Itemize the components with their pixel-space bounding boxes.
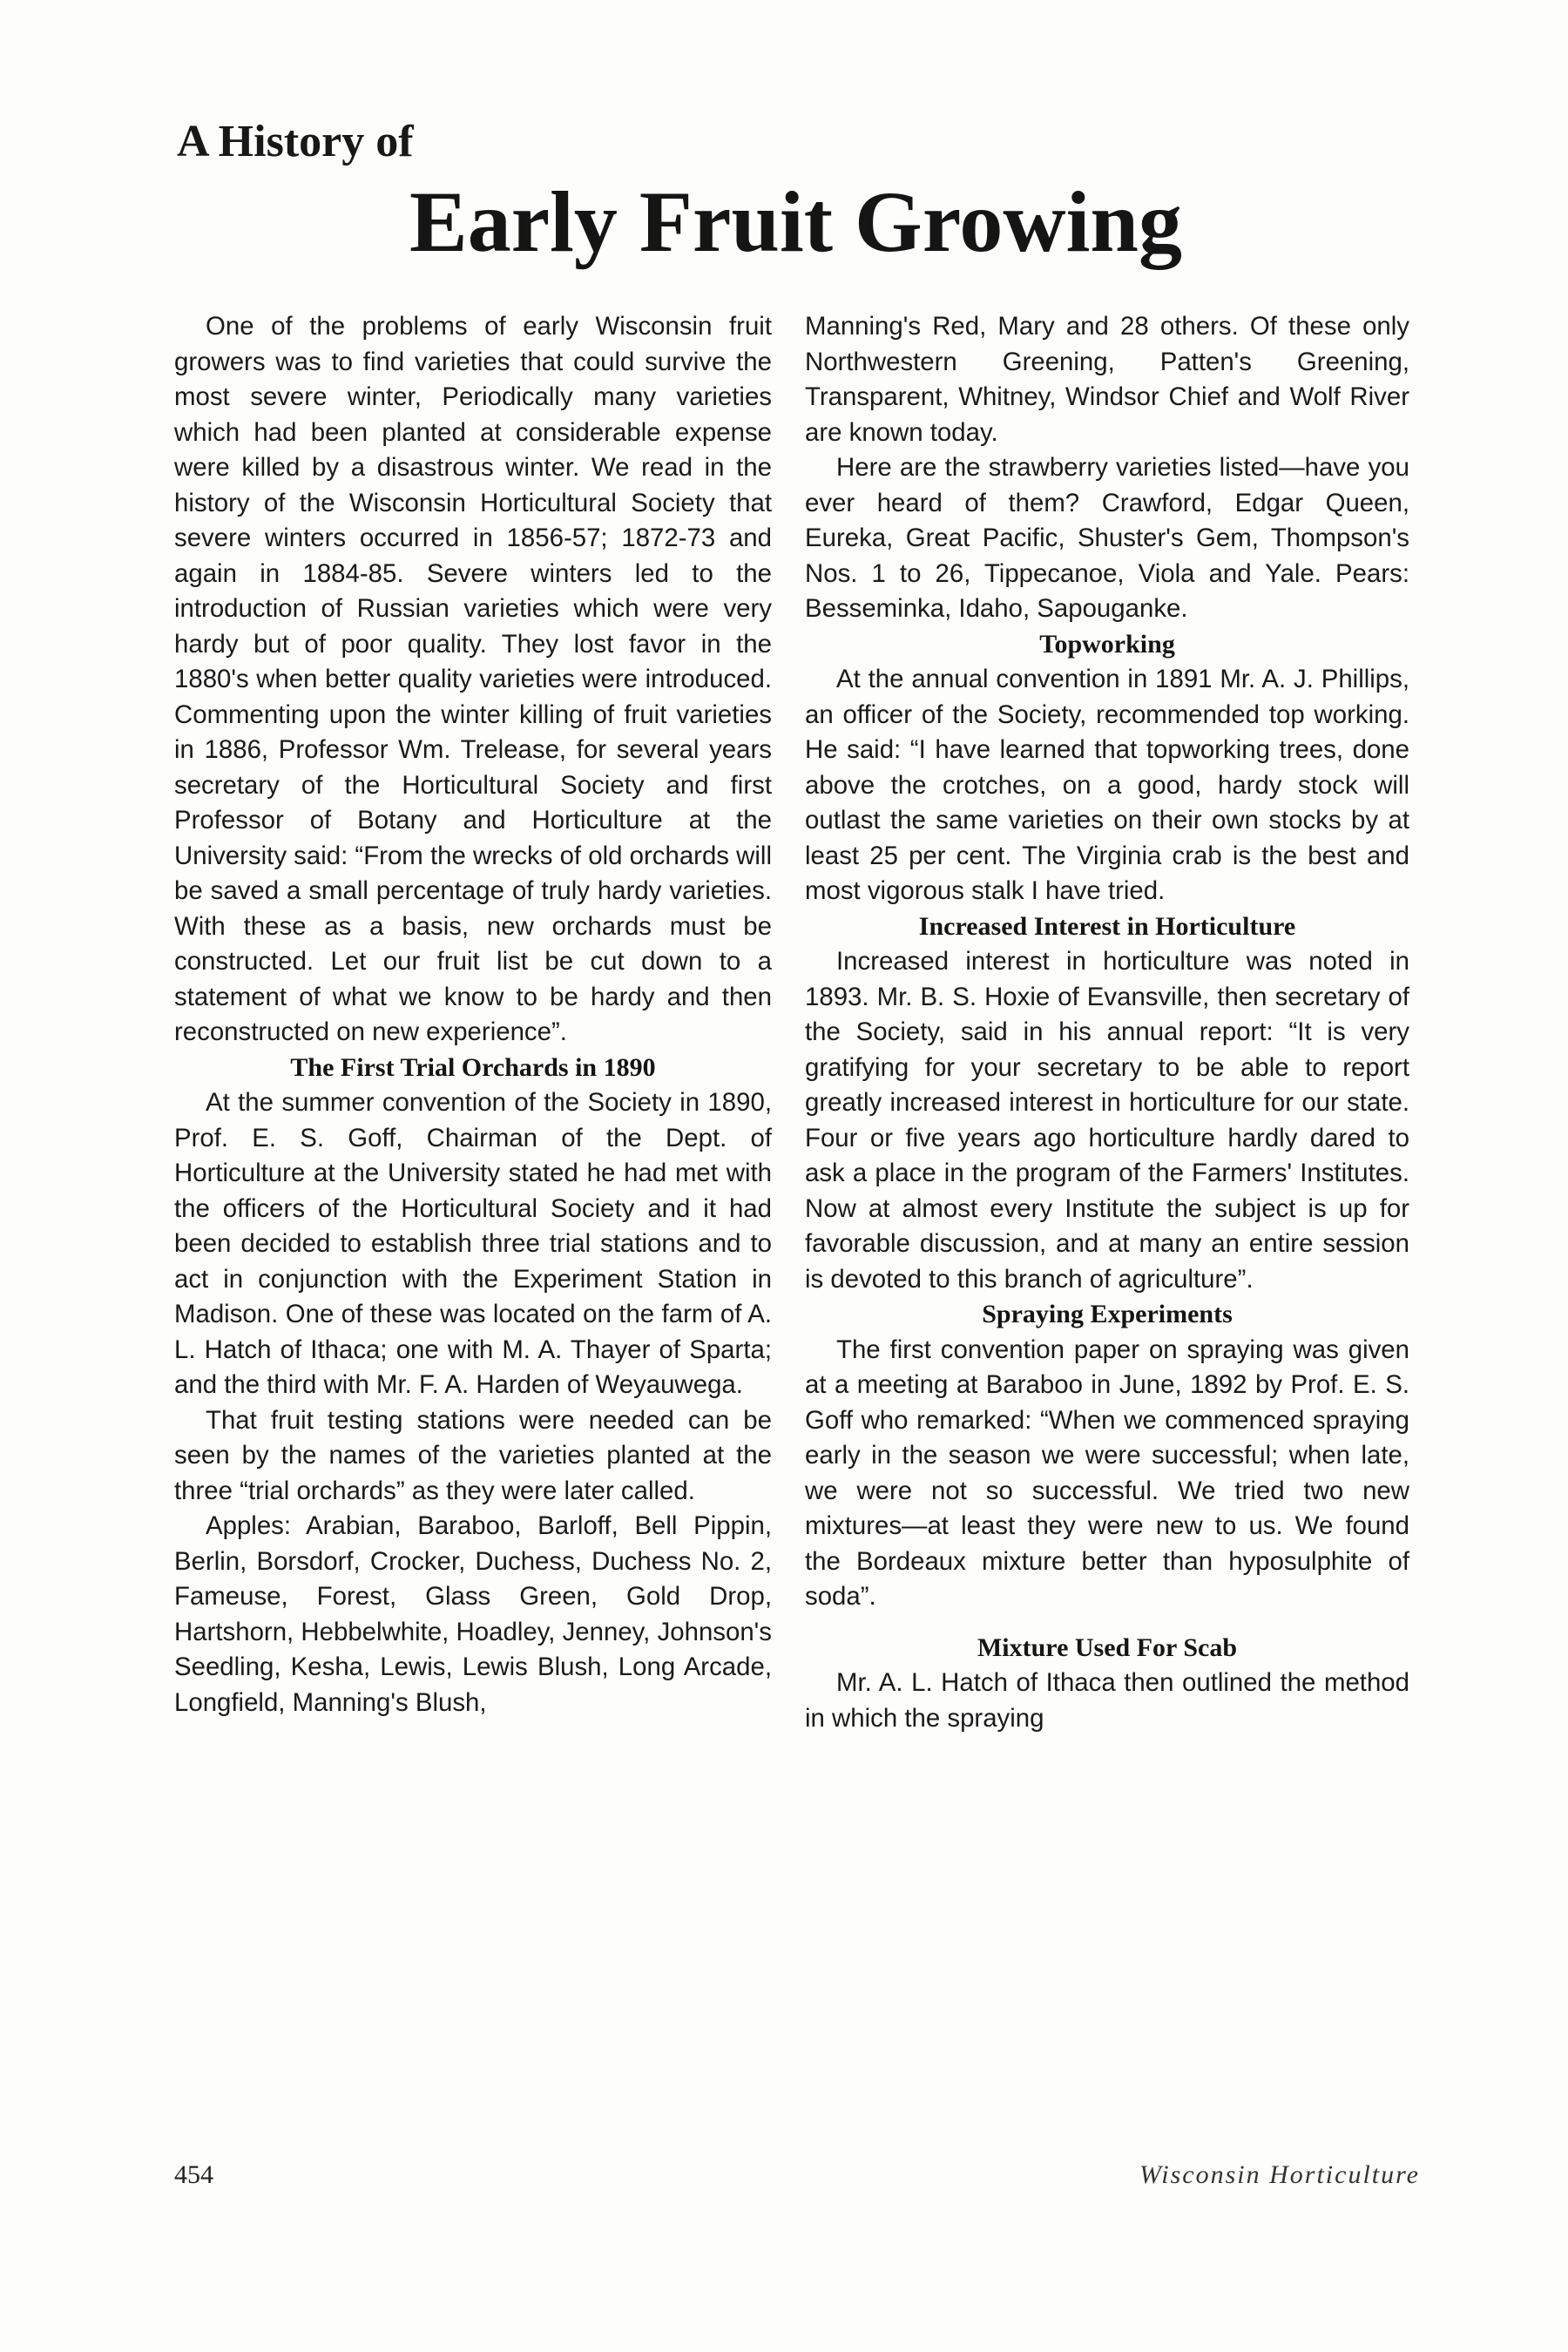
section-heading: Topworking [1039, 629, 1175, 659]
section-heading: Increased Interest in Horticulture [918, 911, 1296, 941]
section-heading: Mixture Used For Scab [977, 1632, 1238, 1662]
paragraph: One of the problems of early Wisconsin fruit growers was to find varieties that could survive the most severe winter, Periodically many varieties which had been planted at considerable expense were killed by a disastrous winter. We read in the history of the Wisconsin Horticultural Society that severe winters occurred in 1856-57; 1872-73 and again in 1884-85. Severe winters led to the introduction of Russian varieties which were very hardy but of poor quality. They lost favor in the 1880's when better quality varieties were introduced. Commenting upon the winter killing of fruit varieties in 1886, Professor Wm. Trelease, for several years secretary of the Horticultural Society and first Professor of Botany and Horticulture at the University said: “From the wrecks of old orchards will be saved a small percentage of truly hardy varieties. With these as a basis, new orchards must be constructed. Let our fruit list be cut down to a statement of what we know to be hardy and then reconstructed on new experience”. [174, 312, 772, 1046]
journal-name: Wisconsin Horticulture [1139, 2160, 1420, 2189]
paragraph: Apples: Arabian, Baraboo, Barloff, Bell Pippin, Berlin, Borsdorf, Crocker, Duchess, Duchess No. 2, Fameuse, Forest, Glass Green, Gold Drop, Hartshorn, Hebbelwhite, Hoadley, Jenney, Johnson's Seedling, Kesha, Lewis, Lewis Blush, Long Arcade, Longfield, Manning's Blush, [174, 1511, 772, 1717]
paragraph: The first convention paper on spraying was given at a meeting at Baraboo in June, 1892 by Prof. E. S. Goff who remarked: “When we commenced spraying early in the season we were successful; when late, we were not so successful. We tried two new mixtures—at least they were new to us. We found the Bordeaux mixture better than hyposulphite of soda”. [805, 1335, 1409, 1611]
right-column [805, 309, 1409, 1736]
paragraph: Mr. A. L. Hatch of Ithaca then outlined the method in which the spraying [805, 1668, 1409, 1733]
page-title: Early Fruit Growing [409, 173, 1183, 270]
paragraph: At the annual convention in 1891 Mr. A. J. Phillips, an officer of the Society, recommended top working. He said: “I have learned that topworking trees, done above the crotches, on a good, hardy stock will outlast the same varieties on their own stocks by at least 25 per cent. The Virginia crab is the best and most vigorous stalk I have tried. [805, 665, 1409, 905]
paragraph: At the summer convention of the Society in 1890, Prof. E. S. Goff, Chairman of the Dept. of Horticulture at the University stated he had met with the officers of the Horticultural Society and it had been decided to establish three trial stations and to act in conjunction with the Experiment Station in Madison. One of these was located on the farm of A. L. Hatch of Ithaca; one with M. A. Thayer of Sparta; and the third with Mr. F. A. Harden of Weyauwega. [174, 1088, 772, 1399]
paragraph: Increased interest in horticulture was noted in 1893. Mr. B. S. Hoxie of Evansville, then secretary of the Society, said in his annual report: “It is very gratifying for your secretary to be able to report greatly increased interest in horticulture for our state. Four or five years ago horticulture hardly dared to ask a place in the program of the Farmers' Institutes. Now at almost every Institute the subject is up for favorable discussion, and at many an entire session is devoted to this branch of agriculture”. [805, 947, 1409, 1294]
paragraph: Here are the strawberry varieties listed—have you ever heard of them? Crawford, Edgar Queen, Eureka, Great Pacific, Shuster's Gem, Thompson's Nos. 1 to 26, Tippecanoe, Viola and Yale. Pears: Besseminka, Idaho, Sapouganke. [805, 453, 1409, 623]
section-heading: The First Trial Orchards in 1890 [290, 1052, 656, 1082]
section-heading: Spraying Experiments [982, 1300, 1233, 1328]
title-kicker: A History of [177, 117, 414, 166]
paragraph: That fruit testing stations were needed can be seen by the names of the varieties planted at the three “trial orchards” as they were later called. [174, 1405, 772, 1505]
paragraph: Manning's Red, Mary and 28 others. Of these only Northwestern Greening, Patten's Greening, Transparent, Whitney, Windsor Chief and Wolf River are known today. [805, 312, 1409, 447]
page-number: 454 [174, 2160, 213, 2189]
left-column [174, 309, 772, 1720]
